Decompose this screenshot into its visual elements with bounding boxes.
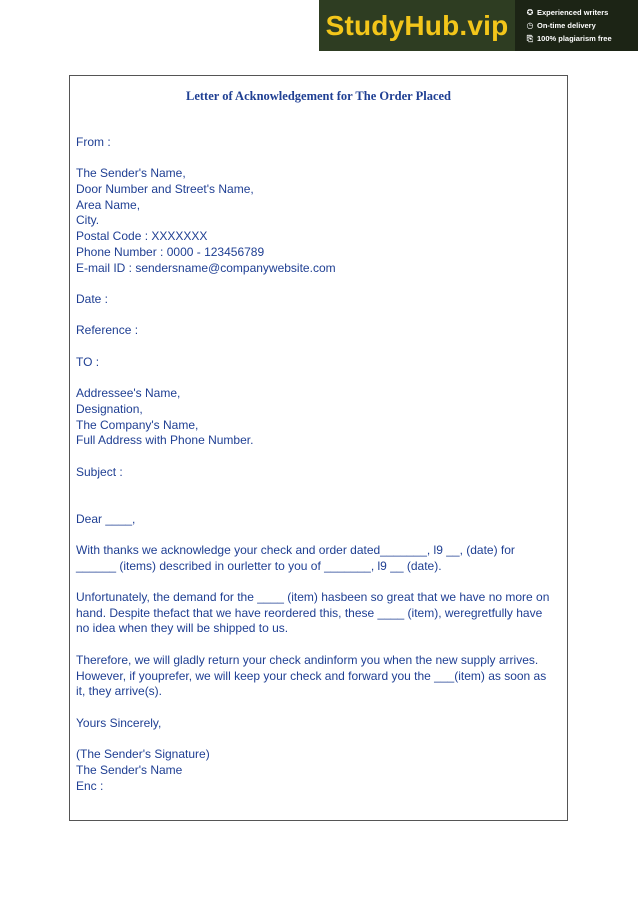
paragraph-shortage: Unfortunately, the demand for the ____ (item) hasbeen so great that we have no more on hand. Despite thefact that we have reordered this, these ____ (item), weregretfully have no idea when they will be shipped to us. [76,590,550,636]
sender-phone: Phone Number : 0000 - 123456789 [76,245,265,259]
document-check-icon: ⎘ [526,33,534,43]
feature-on-time-delivery [525,20,638,32]
signature: (The Sender's Signature) [76,747,210,761]
sender-email: E-mail ID : sendersname@companywebsite.com [76,261,336,275]
date-label: Date : [76,292,109,306]
sender-name: The Sender's Name, [76,166,186,180]
enclosure-label: Enc : [76,779,104,793]
salutation: Dear ____, [76,512,136,526]
subject-label: Subject : [76,465,123,479]
banner-features [515,0,638,51]
feature-label: On-time delivery [537,20,596,30]
signature-name: The Sender's Name [76,763,183,777]
closing: Yours Sincerely, [76,716,162,730]
sender-postal-code: Postal Code : XXXXXXX [76,229,208,243]
letter-title: Letter of Acknowledgement for The Order Placed [185,89,451,103]
from-label: From : [76,135,111,149]
ad-banner[interactable] [319,0,638,51]
brand-name: StudyHub.vip [325,9,509,41]
paragraph-acknowledgement: With thanks we acknowledge your check and order dated_______, l9 __, (date) for ______ (items) described in ourletter to you of _______, l9 __ (date). [76,543,515,573]
addressee-address: Full Address with Phone Number. [76,433,254,447]
feature-label: 100% plagiarism free [537,33,612,43]
to-label: TO : [76,355,100,369]
star-icon: ✪ [526,7,534,17]
feature-plagiarism-free [525,33,638,45]
feature-experienced-writers [525,7,638,19]
paragraph-return: Therefore, we will gladly return your check andinform you when the new supply arrives. However, if youprefer, we will keep your check and forward you the ___(item) as soon as it, they arrive(s). [76,653,547,699]
addressee-designation: Designation, [76,402,143,416]
brand-logo[interactable] [319,0,515,51]
sender-city: City. [76,213,100,227]
addressee-company: The Company's Name, [76,418,199,432]
feature-label: Experienced writers [537,7,609,17]
sender-area: Area Name, [76,198,141,212]
clock-icon: ◷ [526,20,534,30]
addressee-name: Addressee's Name, [76,386,181,400]
sender-street: Door Number and Street's Name, [76,182,254,196]
reference-label: Reference : [76,323,139,337]
letter-document [69,75,568,821]
